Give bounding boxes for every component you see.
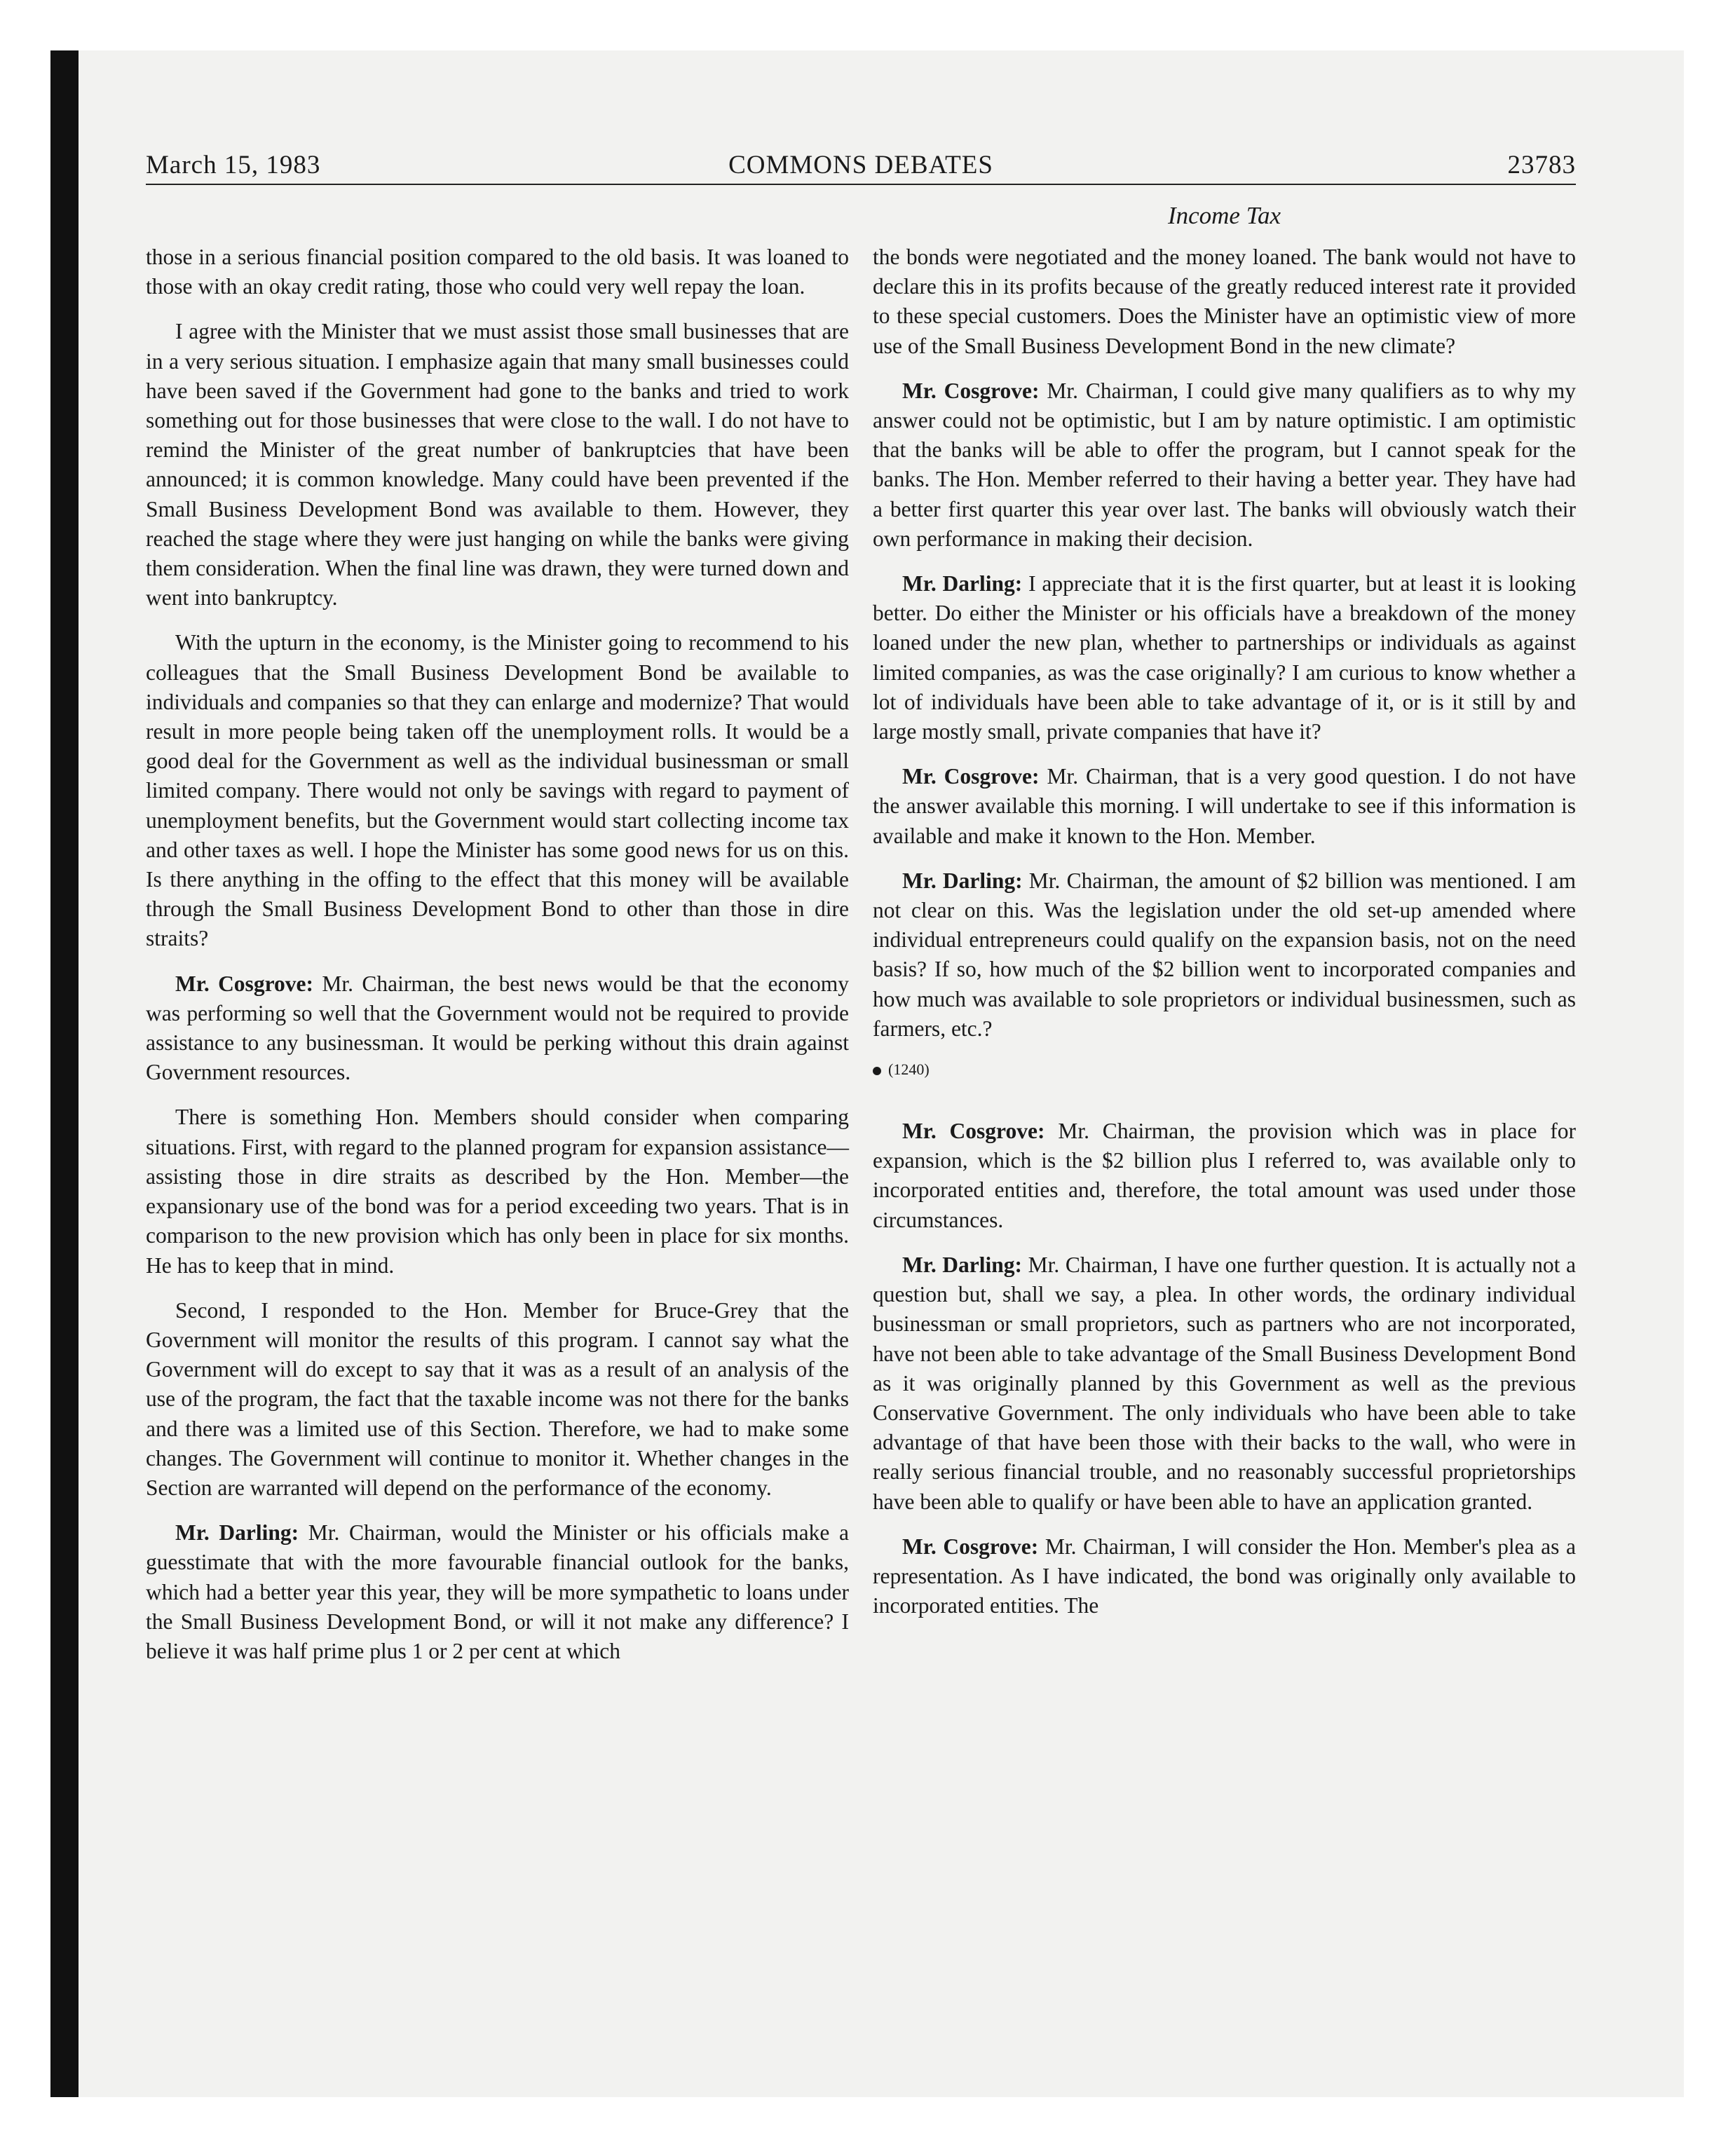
speaker-name: Mr. Darling: <box>902 868 1023 893</box>
speech-text: Mr. Chairman, I could give many qualifiers as to why my answer could not be optimistic, but I am by nature optimistic. I am optimistic that the banks will be able to offer the program, but I cannot speak for the banks. The Hon. Member referred to their having a better year. They have had a better first quarter this year over last. The banks will obviously watch their own performance in making their decision. <box>873 378 1576 551</box>
speech-paragraph <box>873 762 1576 851</box>
speaker-name: Mr. Cosgrove: <box>902 378 1040 403</box>
speech-text: Mr. Chairman, the best news would be that the economy was performing so well that the Government would not be required to provide assistance to any businessman. It would be perking without this drain against Government resources. <box>146 971 850 1085</box>
paragraph: With the upturn in the economy, is the Minister going to recommend to his colleagues that the Small Business Development Bond be available to individuals and companies so that they can enlarge and modernize? That would result in more people being taken off the unemployment rolls. It would be a good deal for the Government as well as the individual businessman or small limited company. There would not only be savings with regard to payment of unemployment benefits, but the Government would start collecting income tax and other taxes as well. I hope the Minister has some good news for us on this. Is there anything in the offing to the effect that this money will be available through the Small Business Development Bond to other than those in dire straits? <box>146 630 849 951</box>
speech-paragraph <box>873 1532 1576 1621</box>
speech-paragraph <box>873 1117 1576 1235</box>
paragraph: Second, I responded to the Hon. Member for Bruce-Grey that the Government will monitor the results of this program. I cannot say what the Government will do except to say that it was as a result of an analysis of the use of the program, the fact that the taxable income was not there for the banks and there was a limited use of this Section. Therefore, we had to make some changes. The Government will continue to monitor it. Whether changes in the Section are warranted will depend on the performance of the economy. <box>146 1297 849 1500</box>
speaker-name: Mr. Cosgrove: <box>902 1534 1039 1559</box>
speaker-name: Mr. Cosgrove: <box>902 764 1040 789</box>
speech-text: Mr. Chairman, I have one further question. It is actually not a question but, shall we say, a plea. In other words, the ordinary individual businessman or small proprietors, such as partners who are not incorporated, have not been able to take advantage of the Small Business Development Bond as it was originally planned by this Government as well as the previous Conservative Government. The only individuals who have been able to take advantage of that have been those with their backs to the wall, who were in really serious financial trouble, and no reasonably successful proprietorships have been able to qualify or have been able to have an application granted. <box>873 1252 1576 1514</box>
paragraph: I agree with the Minister that we must assist those small businesses that are in a very serious situation. I emphasize again that many small businesses could have been saved if the Government had gone to the banks and tried to work something out for those businesses that were close to the wall. I do not have to remind the Minister of the great number of bankruptcies that have been announced; it is common knowledge. Many could have been prevented if the Small Business Development Bond was available to them. However, they reached the stage where they were just hanging on while the banks were giving them consideration. When the final line was drawn, they were turned down and went into bankruptcy. <box>146 319 849 610</box>
time-marker <box>873 1059 1576 1080</box>
paragraph: There is something Hon. Members should consider when comparing situations. First, with regard to the planned program for expansion assistance—assisting those in dire straits as described by the Hon. Member—the expansionary use of the bond was for a period exceeding two years. That is in comparison to the new provision which has only been in place for six months. He has to keep that in mind. <box>146 1105 849 1278</box>
paragraph: the bonds were negotiated and the money loaned. The bank would not have to declare this in its profits because of the greatly reduced interest rate it provided to these special customers. Does the Minister have an optimistic view of more use of the Small Business Development Bond in the new climate? <box>873 245 1576 358</box>
speech-text: I appreciate that it is the first quarter, but at least it is looking better. Do either the Minister or his officials have a breakdown of the money loaned under the new plan, whether to partnerships or individuals as against limited companies, as was the case originally? I am curious to know whether a lot of individuals have been able to take advantage of it, or is it still by and large mostly small, private companies that have it? <box>873 571 1576 744</box>
speech-text: Mr. Chairman, I will consider the Hon. Member's plea as a representation. As I have indicated, the bond was originally only available to incorporated entities. The <box>873 1534 1577 1618</box>
speech-paragraph <box>873 569 1576 746</box>
speech-paragraph <box>873 376 1576 554</box>
speech-paragraph <box>146 1518 849 1666</box>
speaker-name: Mr. Darling: <box>902 571 1023 596</box>
header-publication: COMMONS DEBATES <box>728 151 993 179</box>
left-column <box>146 243 849 1681</box>
speaker-name: Mr. Cosgrove: <box>175 971 313 996</box>
right-column <box>873 243 1576 1636</box>
speech-paragraph <box>873 1250 1576 1517</box>
header-date: March 15, 1983 <box>146 151 321 179</box>
speech-text: Mr. Chairman, would the Minister or his officials make a guesstimate that with the more favourable financial outlook for the banks, which had a better year this year, they will be more sympathetic to loans under the Small Business Development Bond, or will it not make any difference? I believe it was half prime plus 1 or 2 per cent at which <box>146 1520 849 1663</box>
paragraph: those in a serious financial position compared to the old basis. It was loaned to those with an okay credit rating, those who could very well repay the loan. <box>146 245 849 299</box>
time-marker-label: (1240) <box>888 1060 930 1079</box>
header-page-number: 23783 <box>1507 151 1576 179</box>
scan-edge-bar <box>50 50 79 2097</box>
speech-text: Mr. Chairman, the provision which was in place for expansion, which is the $2 billion plus I referred to, was available only to incorporated entities and, therefore, the total amount was used under those circumstances. <box>873 1119 1577 1232</box>
running-header <box>146 149 1576 185</box>
speaker-name: Mr. Cosgrove: <box>902 1119 1045 1144</box>
section-title: Income Tax <box>1167 202 1281 229</box>
speech-text: Mr. Chairman, the amount of $2 billion was mentioned. I am not clear on this. Was the legislation under the old set-up amended where individual entrepreneurs could qualify on the expansion basis, not on the need basis? If so, how much of the $2 billion went to incorporated companies and how much was available to sole proprietors or individual businessmen, such as farmers, etc.? <box>873 868 1576 1041</box>
speaker-name: Mr. Darling: <box>902 1252 1023 1277</box>
speech-paragraph <box>146 969 849 1088</box>
speech-paragraph <box>873 866 1576 1044</box>
speech-text: Mr. Chairman, that is a very good question. I do not have the answer available this morning. I will undertake to see if this information is available and make it known to the Hon. Member. <box>873 764 1576 848</box>
speaker-name: Mr. Darling: <box>175 1520 299 1546</box>
bullet-dot-icon <box>873 1067 881 1075</box>
